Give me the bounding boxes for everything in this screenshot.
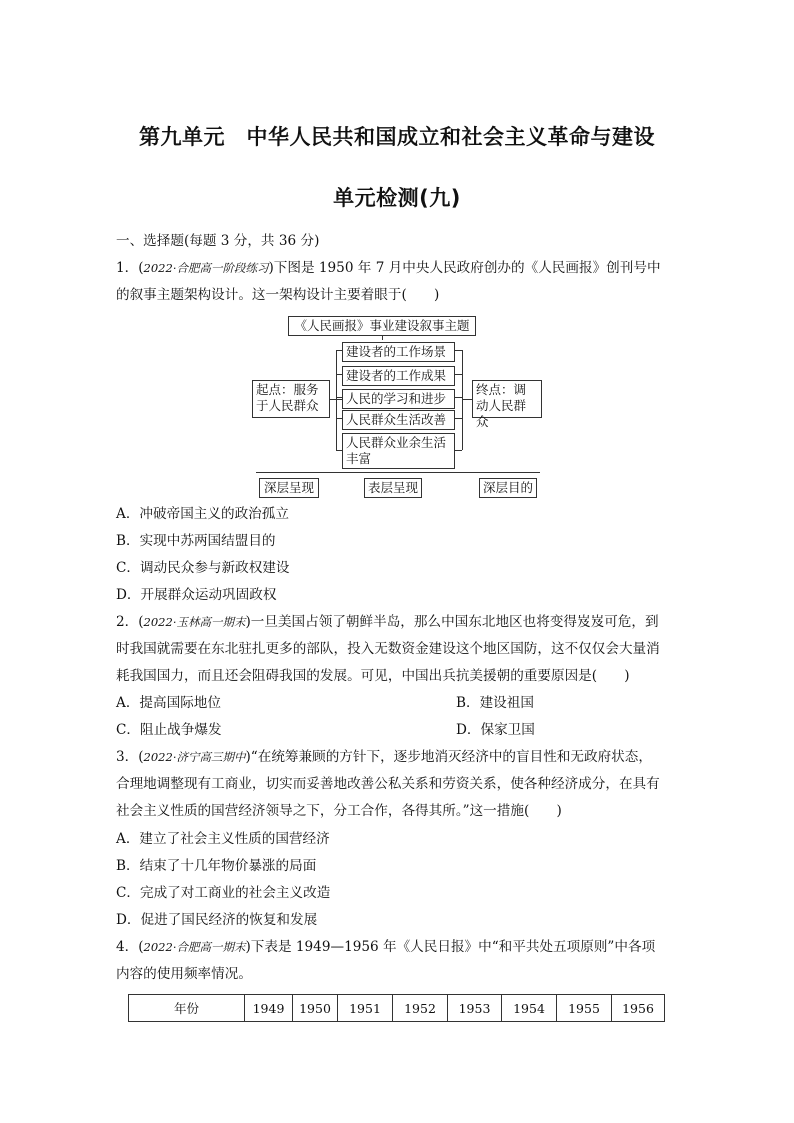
q1-number: 1．( bbox=[116, 260, 144, 276]
frequency-table bbox=[128, 994, 665, 1022]
q2-options-row1 bbox=[116, 694, 686, 712]
diagram-connector bbox=[455, 450, 462, 451]
diagram-connector bbox=[455, 397, 462, 398]
q2-option-a: A．提高国际地位 bbox=[116, 695, 221, 711]
diagram-item: 人民的学习和进步 bbox=[342, 389, 455, 409]
diagram-connector bbox=[455, 374, 462, 375]
q3-number: 3．( bbox=[116, 749, 144, 765]
diagram-item: 人民群众业余生活丰富 bbox=[342, 433, 455, 469]
diagram-bracket-right bbox=[462, 350, 463, 450]
table-cell: 1950 bbox=[293, 995, 338, 1022]
q4-number: 4．( bbox=[116, 939, 144, 955]
diagram-connector bbox=[462, 399, 472, 400]
diagram-bottom-label: 表层呈现 bbox=[364, 478, 422, 498]
q4-stem-line1 bbox=[116, 938, 686, 956]
q2-stem-line1 bbox=[116, 613, 686, 631]
diagram-connector bbox=[455, 418, 462, 419]
q2-options-row2 bbox=[116, 721, 686, 739]
q2-stem-line2: 时我国就需要在东北驻扎更多的部队，投入无数资金建设这个地区国防，这不仅仅会大量消 bbox=[116, 641, 660, 657]
diagram-baseline bbox=[256, 472, 540, 473]
q3-stem-line1 bbox=[116, 748, 686, 766]
table-cell: 1954 bbox=[502, 995, 557, 1022]
diagram-item: 建设者的工作场景 bbox=[342, 342, 455, 362]
q1-option-a: A．冲破帝国主义的政治孤立 bbox=[116, 506, 289, 522]
q4-stem-text: )下表是 1949—1956 年《人民日报》中“和平共处五项原则”中各项 bbox=[245, 939, 656, 955]
q4-stem-line2: 内容的使用频率情况。 bbox=[116, 966, 252, 982]
q3-option-c: C．完成了对工商业的社会主义改造 bbox=[116, 885, 331, 901]
q4-source: 2022·合肥高一期末 bbox=[143, 940, 246, 954]
q3-stem-line2: 合理地调整现有工商业，切实而妥善地改善公私关系和劳资关系，使各种经济成分，在具有 bbox=[116, 776, 660, 792]
diagram-item: 人民群众生活改善 bbox=[342, 410, 455, 430]
q2-stem-text: )一旦美国占领了朝鲜半岛，那么中国东北地区也将变得岌岌可危，到 bbox=[245, 614, 659, 630]
q1-option-b: B．实现中苏两国结盟目的 bbox=[116, 533, 276, 549]
table-cell: 1955 bbox=[557, 995, 612, 1022]
q3-source: 2022·济宁高三期中 bbox=[143, 750, 246, 764]
table-cell: 1956 bbox=[612, 995, 665, 1022]
q2-source: 2022·玉林高一期末 bbox=[143, 615, 246, 629]
q3-option-b: B．结束了十几年物价暴涨的局面 bbox=[116, 858, 317, 874]
diagram-start-box: 起点：服务于人民群众 bbox=[252, 380, 330, 418]
diagram-bottom-label: 深层目的 bbox=[479, 478, 537, 498]
q2-option-d: D．保家卫国 bbox=[456, 722, 535, 738]
diagram-connector bbox=[382, 335, 383, 340]
section-heading: 一、选择题(每题 3 分，共 36 分) bbox=[116, 233, 320, 249]
test-title: 单元检测(九) bbox=[333, 186, 461, 210]
q1-stem-text: )下图是 1950 年 7 月中央人民政府创办的《人民画报》创刊号中 bbox=[268, 260, 661, 276]
table-header-row bbox=[129, 995, 665, 1022]
q1-stem-line1 bbox=[116, 259, 686, 277]
q2-option-c: C．阻止战争爆发 bbox=[116, 722, 222, 738]
diagram-bracket-left bbox=[336, 350, 337, 450]
q2-option-b: B．建设祖国 bbox=[456, 695, 534, 711]
unit-title: 第九单元 中华人民共和国成立和社会主义革命与建设 bbox=[139, 125, 655, 149]
table-cell: 年份 bbox=[129, 995, 245, 1022]
diagram-end-box: 终点：调动人民群众 bbox=[472, 380, 542, 418]
q3-stem-line3: 社会主义性质的国营经济领导之下，分工合作，各得其所。”这一措施( ) bbox=[116, 803, 562, 819]
table-cell: 1949 bbox=[245, 995, 293, 1022]
table-cell: 1953 bbox=[448, 995, 502, 1022]
table-cell: 1952 bbox=[393, 995, 448, 1022]
q3-option-a: A．建立了社会主义性质的国营经济 bbox=[116, 831, 330, 847]
q3-option-d: D．促进了国民经济的恢复和发展 bbox=[116, 912, 318, 928]
q1-option-d: D．开展群众运动巩固政权 bbox=[116, 587, 277, 603]
diagram-header: 《人民画报》事业建设叙事主题 bbox=[288, 316, 476, 336]
q2-stem-line3: 耗我国国力，而且还会阻碍我国的发展。可见，中国出兵抗美援朝的重要原因是( ) bbox=[116, 668, 630, 684]
diagram-item: 建设者的工作成果 bbox=[342, 366, 455, 386]
q2-number: 2．( bbox=[116, 614, 144, 630]
diagram-connector bbox=[455, 350, 462, 351]
q1-stem-line2: 的叙事主题架构设计。这一架构设计主要着眼于( ) bbox=[116, 287, 440, 303]
q1-option-c: C．调动民众参与新政权建设 bbox=[116, 560, 290, 576]
diagram-bottom-label: 深层呈现 bbox=[259, 478, 319, 498]
q3-stem-text: )“在统筹兼顾的方针下，逐步地消灭经济中的盲目性和无政府状态， bbox=[245, 749, 652, 765]
q1-source: 2022·合肥高一阶段练习 bbox=[143, 261, 269, 275]
table-cell: 1951 bbox=[338, 995, 393, 1022]
